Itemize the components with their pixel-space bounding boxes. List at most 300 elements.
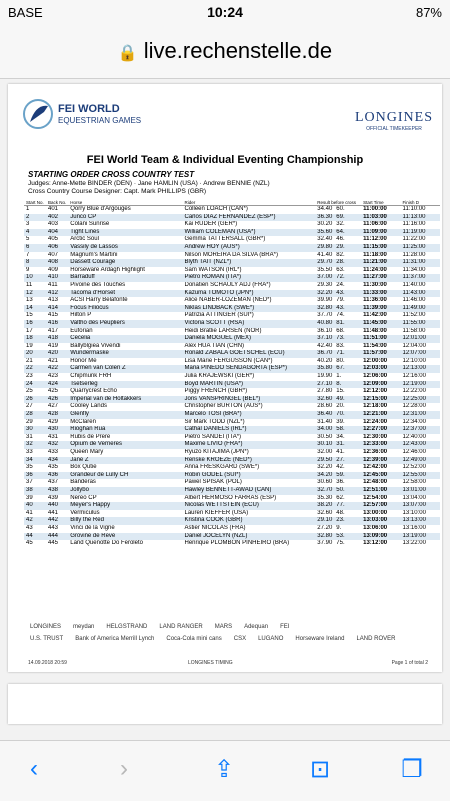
result-rank: 31.: [336, 441, 345, 448]
start-no: 33: [26, 449, 33, 455]
table-row: [24, 457, 440, 465]
rider-name: Kristina COOK (GBR): [182, 517, 315, 525]
horse-name: Euforian: [70, 327, 93, 334]
start-no: 28: [24, 411, 46, 419]
back-no: 433: [47, 449, 58, 455]
sponsor-logo: CSX: [233, 636, 247, 642]
result: [315, 434, 361, 442]
table-row: [24, 540, 440, 548]
back-no: 401: [47, 206, 58, 212]
finish-time: 13:13:00: [401, 517, 440, 525]
start-time: 11:33:00: [361, 290, 400, 298]
horse-name: Wundermaske: [68, 350, 182, 358]
finish-time: 13:16:00: [402, 524, 426, 531]
rider-name: Boyd MARTIN (USA*): [182, 381, 315, 389]
result-score: 37.00: [317, 274, 333, 281]
start-time: 12:12:00: [363, 388, 388, 395]
start-no: 15: [26, 312, 33, 319]
result-rank: 9.: [336, 524, 342, 531]
start-time: 11:15:00: [361, 244, 400, 252]
table-row: [24, 464, 440, 472]
result-score: 27.80: [317, 388, 333, 395]
rider-name: Blyth TAIT (NZL*): [182, 259, 315, 267]
result: [315, 252, 361, 260]
result: [315, 464, 361, 472]
horse-name: Tacoma d'Horset: [68, 290, 182, 298]
table-row: [24, 214, 440, 222]
rider-name: Kai RÜDER (GER*): [184, 221, 238, 228]
rider-name: Piggy FRENCH (GBR*): [184, 388, 248, 395]
horse-name: Glenfly: [68, 411, 182, 419]
finish-time: 11:16:00: [402, 221, 426, 228]
horse-name: Meyer's Happy: [68, 502, 182, 510]
table-row: [24, 320, 440, 328]
sponsor-logo: meydan: [73, 624, 95, 630]
horse-name: Magnum's Martini: [70, 251, 118, 258]
table-row: [24, 487, 440, 495]
result-score: 32.00: [317, 449, 333, 455]
start-no: 9: [26, 266, 30, 273]
back-no: 408: [46, 259, 68, 267]
rider-name: Henrique PLOMBON PINHEIRO (BRA): [184, 540, 290, 547]
start-time: 12:21:00: [361, 411, 400, 419]
result: [315, 343, 361, 351]
back-no: 409: [47, 266, 58, 273]
result-rank: 68.: [336, 327, 345, 334]
start-time: 11:51:00: [361, 335, 400, 343]
result: [315, 297, 361, 305]
result-score: 32.70: [317, 486, 333, 493]
finish-time: 11:22:00: [402, 236, 426, 243]
back-no: 445: [47, 540, 58, 547]
result: [315, 426, 361, 434]
start-no: 45: [26, 540, 33, 547]
horse-name: Ballyblgiea Vivendi: [70, 342, 121, 349]
sponsor-logo: Bank of America Merrill Lynch: [75, 636, 155, 642]
result-rank: 43.: [336, 304, 345, 311]
horse-name: Box Qutie: [70, 464, 97, 471]
back-no: 405: [47, 236, 58, 243]
result-score: 32.20: [317, 464, 333, 471]
col-start-time: Start Time: [361, 200, 400, 206]
result: [315, 495, 361, 503]
result-rank: 1.: [336, 373, 342, 380]
table-row: [24, 510, 440, 518]
start-no: 7: [26, 251, 30, 258]
result-rank: 27.: [336, 456, 345, 463]
carrier-label: BASE: [8, 5, 43, 20]
sponsor-row-2: [24, 636, 434, 642]
rider-name: Pietro ROMAN (ITA*): [182, 274, 315, 282]
start-time: 12:03:00: [361, 365, 400, 373]
url-field[interactable]: [0, 38, 450, 64]
rider-name: Niklas LINDBÄCK (SWE*): [182, 305, 315, 313]
start-time: 12:06:00: [363, 373, 388, 380]
lock-icon: 🔒: [117, 45, 138, 62]
start-no: 12: [24, 290, 46, 298]
back-no: 435: [47, 464, 58, 471]
url-text: live.rechenstelle.de: [143, 38, 333, 63]
rider-name: Lauren KIEFFER (USA): [184, 509, 249, 516]
result: [315, 525, 361, 533]
result-score: 32.80: [317, 304, 333, 311]
finish-time: 13:19:00: [401, 533, 440, 541]
result-rank: 81.: [336, 319, 345, 326]
col-finish: Finish D: [401, 200, 440, 206]
start-no: 23: [26, 373, 33, 380]
table-row: [24, 441, 440, 449]
start-no: 3: [26, 221, 30, 228]
result-score: 29.10: [317, 517, 333, 524]
browser-toolbar: [0, 740, 450, 801]
finish-time: 12:58:00: [402, 479, 426, 486]
start-time: 12:42:00: [363, 464, 388, 471]
finish-time: 12:43:00: [401, 441, 440, 449]
result-rank: 32.: [336, 221, 345, 228]
result-rank: 8.: [336, 380, 342, 387]
table-row: [24, 252, 440, 260]
clock: 10:24: [207, 4, 243, 20]
horse-name: Pivoine des Touches: [70, 281, 126, 288]
back-no: 410: [46, 274, 68, 282]
finish-time: 13:04:00: [402, 494, 426, 501]
result-score: 29.80: [317, 243, 333, 250]
rider-name: Sir Mark TODD (NZL*): [184, 418, 245, 425]
result-score: 42.40: [317, 342, 333, 349]
back-icon[interactable]: ‹: [30, 755, 38, 782]
rider-name: Hawley BENNETT-AWAD (CAN): [182, 487, 315, 495]
table-row: [24, 350, 440, 358]
result: [315, 373, 361, 381]
rider-name: Daniela MOGUEL (MEX): [182, 335, 315, 343]
result-rank: 74.: [336, 312, 345, 319]
result-rank: 20.: [336, 403, 345, 410]
horse-head-icon: [22, 96, 152, 136]
result-score: 32.60: [317, 395, 333, 402]
start-time: 11:24:00: [363, 266, 387, 273]
sponsor-logo: FEI: [280, 624, 290, 630]
rider-name: Lisa Marie FERGUSSON (CAN*): [184, 357, 273, 364]
result: [315, 290, 361, 298]
result-score: 32.40: [317, 236, 333, 243]
course-designer-line: Cross Country Course Designer: Capt. Mark PHILLIPS (GBR): [28, 188, 207, 195]
back-no: 444: [46, 533, 68, 541]
result: [315, 328, 361, 336]
start-time: 11:57:00: [361, 350, 400, 358]
finish-time: 12:28:00: [402, 403, 426, 410]
finish-time: 12:25:00: [401, 396, 440, 404]
sponsor-logo: LONGINES: [30, 624, 62, 630]
back-no: 416: [46, 320, 68, 328]
start-no: 44: [24, 533, 46, 541]
result: [315, 221, 361, 229]
result-rank: 43.: [336, 289, 345, 296]
pdf-page-1[interactable]: [8, 84, 442, 672]
start-no: 34: [24, 457, 46, 465]
horse-name: Carmen van Colen Z: [68, 365, 182, 373]
back-no: 413: [47, 297, 58, 304]
result-score: 32.60: [317, 509, 333, 516]
result-score: 31.40: [317, 418, 333, 425]
table-row: [24, 236, 440, 244]
rider-name: Colleen LOACH (CAN*): [184, 206, 248, 212]
start-no: 26: [24, 396, 46, 404]
horse-name: Junco CP: [68, 214, 182, 222]
result-score: 41.40: [317, 251, 333, 258]
result-score: 29.50: [317, 456, 333, 463]
table-row: [24, 221, 440, 229]
table-row: [24, 449, 440, 457]
result-rank: 59.: [336, 471, 345, 478]
result-score: 30.50: [317, 433, 333, 440]
rider-name: Maria PINEDO SENDAGORTA (ESP*): [182, 365, 315, 373]
table-row: [24, 328, 440, 336]
start-time: 13:06:00: [363, 524, 388, 531]
back-no: 437: [47, 479, 58, 486]
result: [315, 487, 361, 495]
back-no: 428: [46, 411, 68, 419]
result-score: 30.20: [317, 221, 333, 228]
rider-name: Kazuma TOMOTO (JPN*): [182, 290, 315, 298]
result: [315, 206, 361, 214]
result-score: 29.70: [317, 259, 333, 266]
start-time: 12:27:00: [361, 426, 400, 434]
result: [315, 472, 361, 480]
result-rank: 34.: [336, 433, 345, 440]
forward-icon[interactable]: ›: [120, 755, 128, 782]
rider-name: Pietro SANDEI (ITA*): [184, 433, 242, 440]
result-rank: 24.: [336, 281, 345, 288]
start-time: 12:45:00: [361, 472, 400, 480]
horse-name: Valtho des Peupliers: [68, 320, 182, 328]
result: [315, 449, 361, 457]
horse-name: Honor Me: [70, 357, 97, 364]
table-row: [24, 267, 440, 275]
table-row: [24, 472, 440, 480]
horse-name: Nereo CP: [70, 494, 97, 501]
start-no: 29: [26, 418, 33, 425]
start-no: 22: [24, 365, 46, 373]
result: [315, 441, 361, 449]
result-rank: 70.: [336, 411, 345, 418]
start-time: 12:00:00: [363, 357, 388, 364]
start-time: 12:33:00: [361, 441, 400, 449]
result: [315, 419, 361, 427]
start-time: 12:54:00: [363, 494, 388, 501]
result: [315, 365, 361, 373]
back-no: 412: [46, 290, 68, 298]
back-no: 420: [46, 350, 68, 358]
back-no: 402: [46, 214, 68, 222]
result-score: 30.10: [317, 441, 333, 448]
footer-date: 14.09.2018 20:59: [28, 660, 67, 666]
rider-name: Gemma TATTERSALL (GBR*): [184, 236, 266, 243]
result-score: 32.80: [317, 532, 333, 539]
rider-name: Andrew HOY (AUS*): [182, 244, 315, 252]
result-rank: 53.: [336, 532, 345, 539]
back-no: 436: [46, 472, 68, 480]
result-rank: 15.: [336, 388, 345, 395]
table-row: [24, 229, 440, 237]
footer-page: Page 1 of total 2: [391, 660, 428, 666]
tabs-icon[interactable]: ❐: [401, 756, 423, 783]
horse-name: Imperial van de Holtakkers: [68, 396, 182, 404]
start-no: 40: [24, 502, 46, 510]
finish-time: 12:31:00: [401, 411, 440, 419]
result-rank: 46.: [336, 236, 345, 243]
table-row: [24, 244, 440, 252]
result-rank: 62.: [336, 494, 345, 501]
start-no: 14: [24, 305, 46, 313]
start-time: 12:36:00: [363, 449, 388, 455]
start-time: 12:39:00: [361, 457, 400, 465]
result-score: 34.00: [317, 426, 333, 433]
table-row: [24, 479, 440, 487]
start-no: 30: [24, 426, 46, 434]
table-row: [24, 396, 440, 404]
result-rank: 71.: [336, 350, 345, 357]
pdf-page-2-preview[interactable]: [8, 684, 442, 724]
result-score: 40.80: [317, 319, 333, 326]
result: [315, 540, 361, 548]
result: [315, 350, 361, 358]
result: [315, 381, 361, 389]
start-no: 36: [24, 472, 46, 480]
result: [315, 510, 361, 518]
result-rank: 82.: [336, 251, 345, 258]
judges-line: Judges: Anne-Mette BINDER (DEN) · Jane HAMLIN (USA) · Andrew BENNIE (NZL): [28, 180, 270, 187]
sponsor-row-1: [24, 624, 434, 630]
finish-time: 11:13:00: [401, 214, 440, 222]
rider-name: Alice NABER-LOZEMAN (NED*): [184, 297, 272, 304]
result: [315, 244, 361, 252]
col-back-no: Back No.: [47, 200, 67, 205]
result-score: 35.50: [317, 266, 333, 273]
start-no: 8: [24, 259, 46, 267]
start-time: 11:09:00: [361, 229, 400, 237]
back-no: 404: [46, 229, 68, 237]
finish-time: 12:10:00: [402, 357, 426, 364]
result-score: 34.20: [317, 471, 333, 478]
result-score: 36.70: [317, 350, 333, 357]
result-rank: 67.: [336, 365, 345, 372]
result-rank: 64.: [336, 228, 345, 235]
result-score: 37.10: [317, 335, 333, 342]
bookmarks-icon[interactable]: ⊡: [309, 756, 331, 783]
svg-text:EQUESTRIAN GAMES: EQUESTRIAN GAMES: [58, 116, 142, 125]
start-time: 11:00:00: [363, 206, 387, 212]
back-no: 427: [47, 403, 58, 410]
back-no: 426: [46, 396, 68, 404]
col-start-no: Start No.: [24, 200, 46, 206]
table-row: [24, 381, 440, 389]
sponsor-logo: LAND RANGER: [159, 624, 203, 630]
result: [315, 259, 361, 267]
finish-time: 11:49:00: [401, 305, 440, 313]
sponsor-strip: [24, 624, 434, 654]
rider-name: Patrizia ATTINGER (SUI*): [184, 312, 254, 319]
back-no: 432: [46, 441, 68, 449]
result-rank: 28.: [336, 259, 345, 266]
result-score: 29.30: [317, 281, 333, 288]
rider-name: Albert HERMOSO FARRAS (ESP): [184, 494, 277, 501]
horse-name: Jane Z: [68, 457, 182, 465]
horse-name: Banderas: [70, 479, 96, 486]
back-no: 419: [47, 342, 58, 349]
back-no: 430: [46, 426, 68, 434]
finish-time: 13:22:00: [402, 540, 426, 547]
result: [315, 312, 361, 320]
share-icon[interactable]: ⇪: [213, 756, 235, 783]
result-rank: 60.: [336, 206, 345, 212]
address-bar[interactable]: [0, 24, 450, 79]
horse-name: Chipmunk FRH: [70, 373, 112, 380]
back-no: 441: [47, 509, 58, 516]
result: [315, 396, 361, 404]
back-no: 421: [47, 357, 58, 364]
rider-name: Anna FRESKGARD (SWE*): [184, 464, 260, 471]
sponsor-logo: U.S. TRUST: [30, 636, 64, 642]
horse-name: Cooley Lands: [70, 403, 107, 410]
start-time: 11:48:00: [363, 327, 387, 334]
table-row: [24, 533, 440, 541]
start-no: 35: [26, 464, 33, 471]
status-bar: [0, 0, 450, 24]
finish-time: 12:13:00: [401, 365, 440, 373]
back-no: 417: [47, 327, 58, 334]
rider-name: Ronald ZABALA GOETSCHEL (ECU): [182, 350, 315, 358]
footer-brand: LONGINES TIMING: [188, 660, 233, 666]
start-no: 32: [24, 441, 46, 449]
finish-time: 13:01:00: [401, 487, 440, 495]
rider-name: Nilson MOREIRA DA SILVA (BRA*): [184, 251, 278, 258]
table-row: [24, 335, 440, 343]
start-no: 21: [26, 357, 33, 364]
horse-name: Cecelia: [68, 335, 182, 343]
result-rank: 36.: [336, 479, 345, 486]
rider-name: Cathal DANIELS (IRL*): [182, 426, 315, 434]
back-no: 439: [47, 494, 58, 501]
start-no: 1: [26, 206, 30, 212]
table-row: [24, 274, 440, 282]
back-no: 422: [46, 365, 68, 373]
result: [315, 282, 361, 290]
finish-time: 12:49:00: [401, 457, 440, 465]
result: [315, 236, 361, 244]
start-no: 2: [24, 214, 46, 222]
result-score: 35.60: [317, 228, 333, 235]
rider-name: Robin GODEL (SUI*): [182, 472, 315, 480]
finish-time: 12:52:00: [402, 464, 426, 471]
horse-name: Tight Lines: [68, 229, 182, 237]
rider-name: Heidi Bratlie LARSEN (NOR): [184, 327, 262, 334]
start-time: 11:36:00: [363, 297, 387, 304]
start-time: 11:21:00: [361, 259, 400, 267]
result: [315, 358, 361, 366]
table-row: [24, 517, 440, 525]
rider-name: Maxime LIVIO (FRA*): [182, 441, 315, 449]
horse-name: Hilton P: [70, 312, 92, 319]
rider-name: Joris VANSPRINGEL (BEL*): [182, 396, 315, 404]
start-time: 12:48:00: [363, 479, 388, 486]
result-rank: 48.: [336, 509, 345, 516]
start-time: 12:30:00: [363, 433, 388, 440]
start-no: 27: [26, 403, 33, 410]
horse-name: Vassily de Lassos: [68, 244, 182, 252]
result-rank: 39.: [336, 418, 345, 425]
table-row: [24, 259, 440, 267]
result-score: 30.60: [317, 479, 333, 486]
